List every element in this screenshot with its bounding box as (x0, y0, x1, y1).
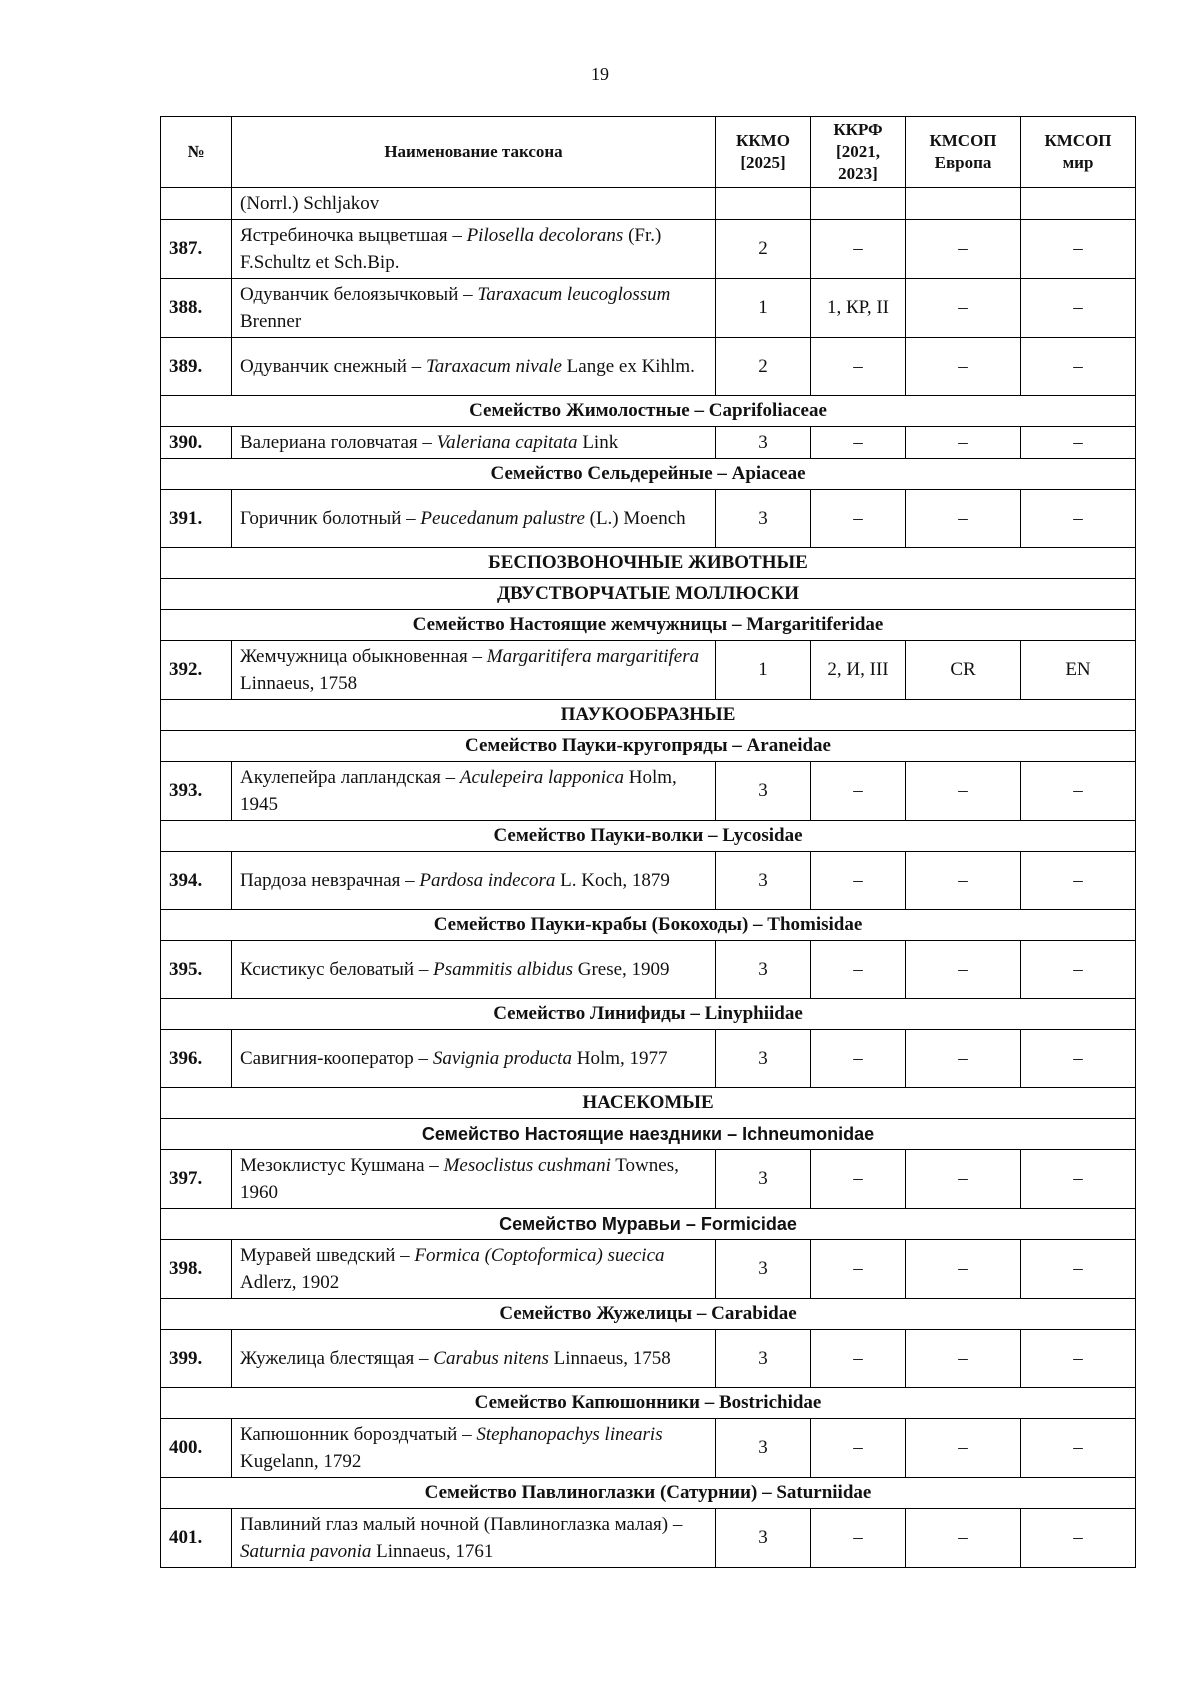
section-row (161, 1388, 1136, 1419)
section-row (161, 910, 1136, 941)
iucn-europe-cell: – (906, 338, 1021, 396)
taxon-author: L. Koch, 1879 (555, 870, 670, 891)
iucn-world-cell (1021, 188, 1136, 220)
iucn-europe-cell: – (906, 1509, 1021, 1568)
table-row (161, 220, 1136, 279)
table-row (161, 427, 1136, 459)
taxon-author: Brenner (240, 311, 302, 332)
taxon-russian-name: Акулепейра лапландская – (240, 767, 460, 788)
group-heading: НАСЕКОМЫЕ (161, 1088, 1136, 1119)
table-row (161, 338, 1136, 396)
row-number: 395. (161, 941, 232, 999)
iucn-europe-cell: – (906, 1150, 1021, 1209)
kkrf-cell: – (811, 1240, 906, 1299)
taxon-russian-name: Жемчужница обыкновенная – (240, 646, 487, 667)
kkmo-cell: 3 (716, 941, 811, 999)
family-heading: Семейство Настоящие наездники – Ichneumonidae (161, 1119, 1136, 1150)
table-row (161, 1509, 1136, 1568)
section-row (161, 731, 1136, 762)
taxon-latin-name: Margaritifera margaritifera (486, 646, 700, 667)
kkrf-cell: – (811, 1509, 906, 1568)
taxon-name (232, 1240, 716, 1299)
section-row (161, 1209, 1136, 1240)
kkmo-cell: 3 (716, 1330, 811, 1388)
taxon-latin-name: Saturnia pavonia (240, 1541, 372, 1562)
row-number: 394. (161, 852, 232, 910)
taxon-name (232, 762, 716, 821)
iucn-europe-cell: – (906, 852, 1021, 910)
section-row (161, 1299, 1136, 1330)
section-row (161, 999, 1136, 1030)
iucn-world-cell: – (1021, 852, 1136, 910)
family-heading: Семейство Пауки-кругопряды – Araneidae (161, 731, 1136, 762)
table-row (161, 1419, 1136, 1478)
table-row (161, 941, 1136, 999)
taxon-name-continuation: (Norrl.) Schljakov (232, 188, 716, 220)
kkrf-cell (811, 188, 906, 220)
iucn-europe-cell: – (906, 427, 1021, 459)
table-row (161, 1150, 1136, 1209)
row-number: 391. (161, 490, 232, 548)
iucn-world-cell: – (1021, 1030, 1136, 1088)
row-number: 399. (161, 1330, 232, 1388)
row-number: 390. (161, 427, 232, 459)
kkmo-cell: 1 (716, 641, 811, 700)
taxon-russian-name: Одуванчик снежный – (240, 356, 426, 377)
taxon-latin-name: Taraxacum nivale (425, 356, 562, 377)
taxon-latin-name: Savignia producta (432, 1048, 572, 1069)
table-row (161, 641, 1136, 700)
taxon-russian-name: Ксистикус беловатый – (240, 959, 434, 980)
row-number: 398. (161, 1240, 232, 1299)
kkmo-cell: 3 (716, 427, 811, 459)
kkmo-cell: 3 (716, 1419, 811, 1478)
row-number: 401. (161, 1509, 232, 1568)
iucn-europe-cell: CR (906, 641, 1021, 700)
taxon-author: Townes, 1960 (240, 1155, 679, 1203)
kkmo-cell: 3 (716, 1240, 811, 1299)
kkmo-cell: 1 (716, 279, 811, 338)
kkrf-cell: – (811, 941, 906, 999)
taxon-russian-name: Валериана головчатая – (240, 432, 437, 453)
row-number: 388. (161, 279, 232, 338)
section-row (161, 1478, 1136, 1509)
section-row (161, 610, 1136, 641)
table-row (161, 852, 1136, 910)
taxon-latin-name: Taraxacum leucoglossum (477, 284, 671, 305)
taxon-name (232, 941, 716, 999)
taxon-russian-name: Жужелица блестящая – (240, 1348, 434, 1369)
iucn-europe-cell (906, 188, 1021, 220)
kkrf-cell: – (811, 1030, 906, 1088)
header-taxon-name: Наименование таксона (232, 117, 716, 188)
taxon-author: Adlerz, 1902 (240, 1272, 340, 1293)
header-number: № (161, 117, 232, 188)
taxon-name (232, 1330, 716, 1388)
taxon-name (232, 1030, 716, 1088)
header-iucn-world: КМСОП мир (1021, 117, 1136, 188)
taxon-author: Link (577, 432, 619, 453)
table-row (161, 188, 1136, 220)
section-row (161, 1119, 1136, 1150)
kkrf-cell: – (811, 220, 906, 279)
group-heading: ПАУКООБРАЗНЫЕ (161, 700, 1136, 731)
iucn-world-cell: EN (1021, 641, 1136, 700)
section-row (161, 1088, 1136, 1119)
family-heading: Семейство Пауки-крабы (Бокоходы) – Thomisidae (161, 910, 1136, 941)
family-heading: Семейство Павлиноглазки (Сатурнии) – Saturniidae (161, 1478, 1136, 1509)
taxon-name (232, 338, 716, 396)
kkmo-cell: 3 (716, 1150, 811, 1209)
kkrf-cell: – (811, 1330, 906, 1388)
taxon-author: Linnaeus, 1761 (371, 1541, 494, 1562)
iucn-europe-cell: – (906, 1419, 1021, 1478)
iucn-europe-cell: – (906, 279, 1021, 338)
iucn-europe-cell: – (906, 490, 1021, 548)
table-row (161, 279, 1136, 338)
iucn-world-cell: – (1021, 279, 1136, 338)
iucn-europe-cell: – (906, 1330, 1021, 1388)
family-heading: Семейство Настоящие жемчужницы – Margaritiferidae (161, 610, 1136, 641)
kkrf-cell: 1, КР, II (811, 279, 906, 338)
header-iucn-europe: КМСОП Европа (906, 117, 1021, 188)
taxon-russian-name: Пардоза невзрачная – (240, 870, 420, 891)
row-number (161, 188, 232, 220)
iucn-world-cell: – (1021, 941, 1136, 999)
taxon-latin-name: Valeriana capitata (436, 432, 578, 453)
row-number: 387. (161, 220, 232, 279)
table-row (161, 762, 1136, 821)
taxon-latin-name: Pardosa indecora (419, 870, 556, 891)
taxon-russian-name: Мезоклистус Кушмана – (240, 1155, 444, 1176)
taxon-russian-name: Савигния-кооператор – (240, 1048, 433, 1069)
row-number: 392. (161, 641, 232, 700)
taxon-author: Holm, 1977 (571, 1048, 668, 1069)
family-heading: Семейство Капюшонники – Bostrichidae (161, 1388, 1136, 1419)
taxon-author: Grese, 1909 (572, 959, 670, 980)
table-row (161, 1240, 1136, 1299)
iucn-europe-cell: – (906, 1030, 1021, 1088)
kkrf-cell: – (811, 852, 906, 910)
family-heading: Семейство Жимолостные – Caprifoliaceae (161, 396, 1136, 427)
taxon-name (232, 1509, 716, 1568)
iucn-world-cell: – (1021, 1419, 1136, 1478)
kkrf-cell: – (811, 1419, 906, 1478)
kkmo-cell: 2 (716, 220, 811, 279)
section-row (161, 579, 1136, 610)
table-row (161, 1030, 1136, 1088)
kkmo-cell: 3 (716, 1509, 811, 1568)
iucn-europe-cell: – (906, 220, 1021, 279)
taxon-russian-name: Муравей шведский – (240, 1245, 415, 1266)
family-heading: Семейство Пауки-волки – Lycosidae (161, 821, 1136, 852)
taxon-latin-name: Formica (Coptoformica) suecica (414, 1245, 665, 1266)
taxon-name (232, 1419, 716, 1478)
table-row (161, 1330, 1136, 1388)
taxon-latin-name: Aculepeira lapponica (459, 767, 624, 788)
taxon-latin-name: Mesoclistus cushmani (443, 1155, 611, 1176)
taxon-name (232, 1150, 716, 1209)
taxon-latin-name: Pilosella decolorans (466, 225, 624, 246)
taxon-name (232, 490, 716, 548)
kkmo-cell: 3 (716, 1030, 811, 1088)
family-heading: Семейство Сельдерейные – Apiaceae (161, 459, 1136, 490)
taxon-author: Lange ex Kihlm. (561, 356, 695, 377)
section-row (161, 821, 1136, 852)
taxon-russian-name: Павлиний глаз малый ночной (Павлиноглазка малая) – (240, 1514, 683, 1535)
taxon-author: (Fr.) F.Schultz et Sch.Bip. (240, 225, 662, 273)
family-heading: Семейство Муравьи – Formicidae (161, 1209, 1136, 1240)
section-row (161, 459, 1136, 490)
group-heading: БЕСПОЗВОНОЧНЫЕ ЖИВОТНЫЕ (161, 548, 1136, 579)
table-header-row (161, 117, 1136, 188)
section-row (161, 548, 1136, 579)
taxon-name (232, 852, 716, 910)
family-heading: Семейство Линифиды – Linyphiidae (161, 999, 1136, 1030)
iucn-world-cell: – (1021, 427, 1136, 459)
taxon-author: Linnaeus, 1758 (548, 1348, 671, 1369)
iucn-world-cell: – (1021, 1240, 1136, 1299)
taxon-name (232, 220, 716, 279)
family-heading: Семейство Жужелицы – Carabidae (161, 1299, 1136, 1330)
kkrf-cell: – (811, 427, 906, 459)
iucn-world-cell: – (1021, 762, 1136, 821)
taxon-name (232, 641, 716, 700)
kkrf-cell: – (811, 338, 906, 396)
row-number: 396. (161, 1030, 232, 1088)
taxon-russian-name: Одуванчик белоязычковый – (240, 284, 478, 305)
taxon-author: Linnaeus, 1758 (240, 673, 358, 694)
iucn-europe-cell: – (906, 762, 1021, 821)
taxon-author: Holm, 1945 (240, 767, 677, 815)
taxon-russian-name: Ястребиночка выцветшая – (240, 225, 467, 246)
taxon-russian-name: Капюшонник бороздчатый – (240, 1424, 477, 1445)
kkrf-cell: 2, И, III (811, 641, 906, 700)
page-number: 19 (591, 64, 609, 84)
iucn-europe-cell: – (906, 1240, 1021, 1299)
kkrf-cell: – (811, 490, 906, 548)
kkmo-cell: 3 (716, 490, 811, 548)
iucn-world-cell: – (1021, 1509, 1136, 1568)
taxon-latin-name: Peucedanum palustre (420, 508, 585, 529)
kkmo-cell: 3 (716, 762, 811, 821)
row-number: 389. (161, 338, 232, 396)
kkmo-cell (716, 188, 811, 220)
section-row (161, 700, 1136, 731)
iucn-world-cell: – (1021, 490, 1136, 548)
taxon-name (232, 279, 716, 338)
taxon-author: (L.) Moench (584, 508, 686, 529)
header-kkmo: ККМО [2025] (716, 117, 811, 188)
row-number: 400. (161, 1419, 232, 1478)
iucn-world-cell: – (1021, 220, 1136, 279)
group-heading: ДВУСТВОРЧАТЫЕ МОЛЛЮСКИ (161, 579, 1136, 610)
iucn-europe-cell: – (906, 941, 1021, 999)
row-number: 397. (161, 1150, 232, 1209)
red-list-table (160, 116, 1136, 1568)
taxon-latin-name: Carabus nitens (433, 1348, 549, 1369)
taxon-latin-name: Stephanopachys linearis (476, 1424, 663, 1445)
iucn-world-cell: – (1021, 1150, 1136, 1209)
kkrf-cell: – (811, 1150, 906, 1209)
taxon-author: Kugelann, 1792 (240, 1451, 362, 1472)
section-row (161, 396, 1136, 427)
iucn-world-cell: – (1021, 1330, 1136, 1388)
header-kkrf: ККРФ [2021, 2023] (811, 117, 906, 188)
iucn-world-cell: – (1021, 338, 1136, 396)
taxon-latin-name: Psammitis albidus (433, 959, 573, 980)
kkmo-cell: 2 (716, 338, 811, 396)
table-row (161, 490, 1136, 548)
taxon-name (232, 427, 716, 459)
row-number: 393. (161, 762, 232, 821)
kkmo-cell: 3 (716, 852, 811, 910)
taxon-russian-name: Горичник болотный – (240, 508, 421, 529)
kkrf-cell: – (811, 762, 906, 821)
